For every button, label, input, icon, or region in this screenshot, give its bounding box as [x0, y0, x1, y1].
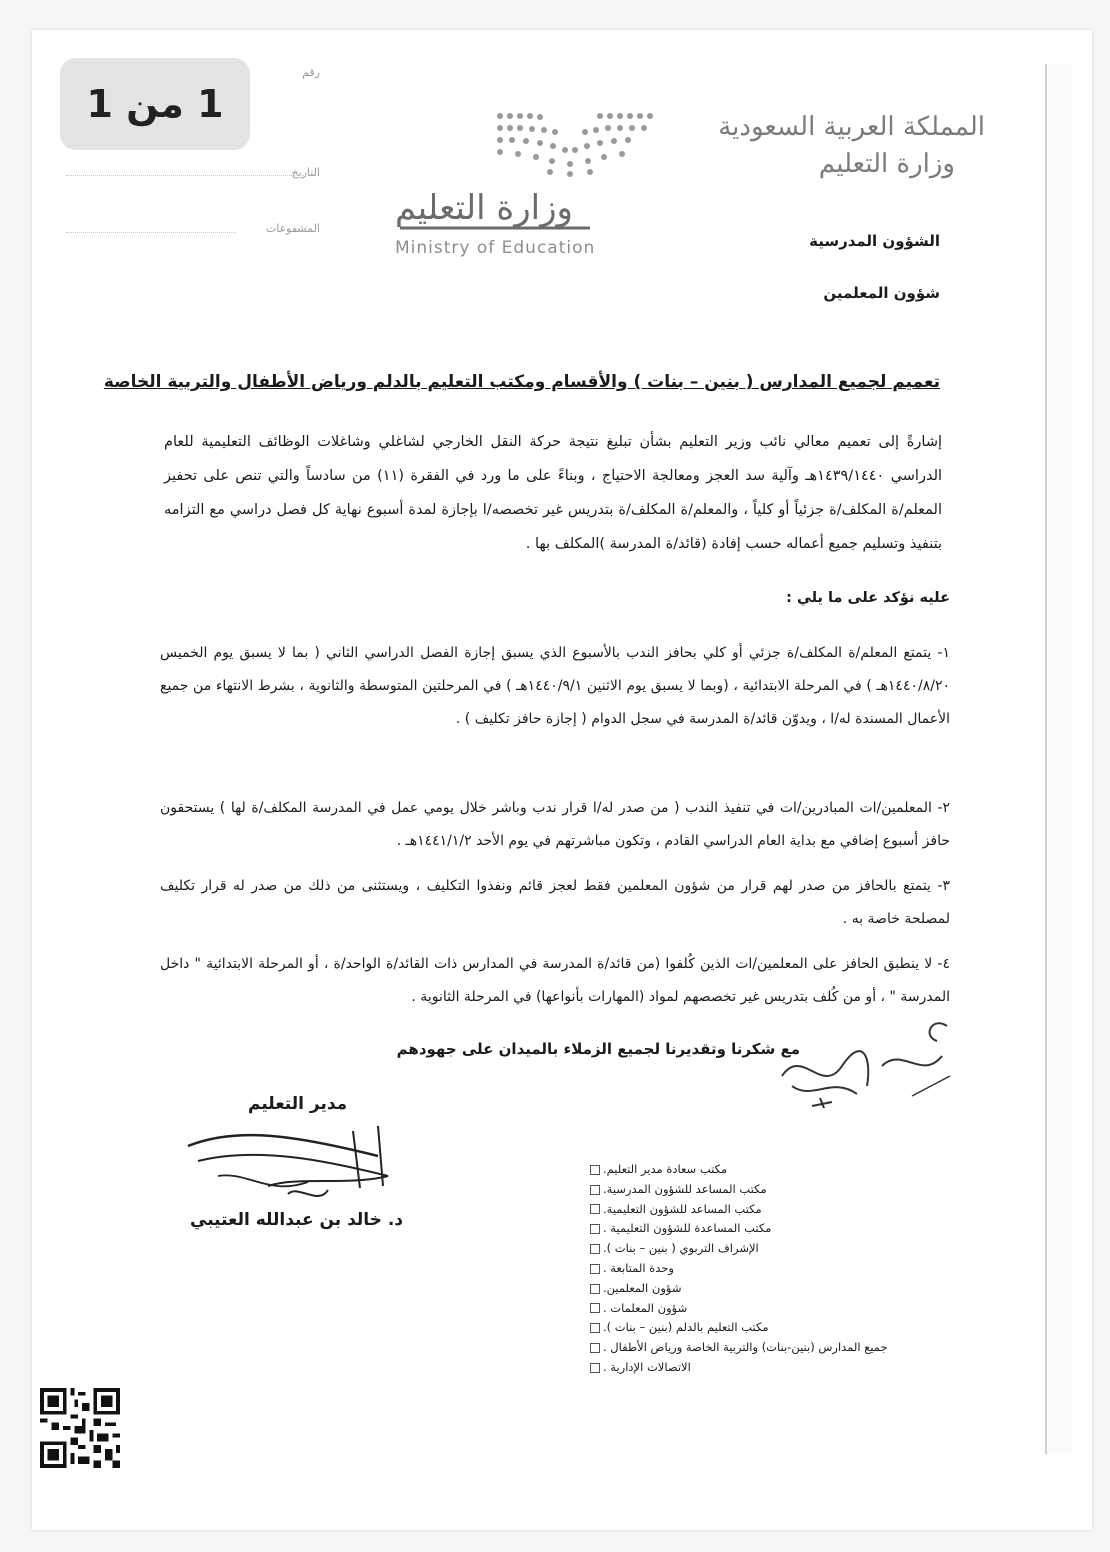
department-name: الشؤون المدرسية	[809, 232, 940, 250]
circular-subject: تعميم لجميع المدارس ( بنين – بنات ) والأقسام ومكتب التعليم بالدلم ورياض الأطفال والتربية الخاصة	[103, 372, 940, 392]
cc-item: الاتصالات الإدارية .	[590, 1358, 950, 1378]
qr-code-icon	[40, 1388, 120, 1468]
director-title: مدير التعليم	[248, 1094, 348, 1114]
ref-date-label: التاريخ	[291, 166, 320, 179]
intro-paragraph: إشارةً إلى تعميم معالي نائب وزير التعليم بشأن تبليغ نتيجة حركة النقل الخارجي لشاغلي وشاغلات الوظائف التعليمية للعام الدراسي ١٤٣٩/١٤٤٠هـ وآلية سد العجز ومعالجة الاحتياج ، وبناءً على ما ورد في الفقرة (١١) من سادساً والتي تنص على تحفيز المعلم/ة المكلف/ة جزئياً أو كلياً ، والمعلم/ة المكلف/ة بتدريس غير تخصصه/ا بإجازة لمدة أسبوع نهاية كل فصل دراسي مع التزامه بتنفيذ وتسليم جميع أعماله حسب إفادة (قائد/ة المدرسة )المكلف بها .	[164, 434, 943, 552]
ref-attachments-label: المشفوعات	[265, 222, 320, 235]
closing-thanks: مع شكرنا وتقديرنا لجميع الزملاء بالميدان على جهودهم	[396, 1040, 800, 1058]
checkbox-icon	[590, 1204, 600, 1214]
logo-arabic-text: وزارة التعليم	[395, 188, 573, 228]
cc-item: مكتب المساعد للشؤون التعليمية.	[590, 1200, 950, 1220]
cc-item: مكتب المساعدة للشؤون التعليمية .	[590, 1219, 950, 1239]
directive-item-3: ٣- يتمتع بالحافز من صدر لهم قرار من شؤون المعلمين فقط لعجز قائم ونفذوا التكليف ، ويستثنى من ذلك من صدر له قرار تكليف لمصلحة خاصة به .	[160, 878, 950, 927]
checkbox-icon	[590, 1284, 600, 1294]
cc-item: شؤون المعلمات .	[590, 1299, 950, 1319]
director-name: د. خالد بن عبدالله العتيبي	[190, 1210, 404, 1230]
cc-list	[590, 1160, 950, 1378]
handwritten-annotation	[772, 1006, 952, 1114]
emphasis-line: عليه نؤكد على ما يلي :	[786, 590, 950, 606]
checkbox-icon	[590, 1185, 600, 1195]
page-edge	[1045, 64, 1073, 1454]
cc-item: وحدة المتابعة .	[590, 1259, 950, 1279]
kingdom-name: المملكة العربية السعودية	[718, 112, 985, 142]
checkbox-icon	[590, 1303, 600, 1313]
director-signature	[178, 1116, 408, 1220]
sub-department-name: شؤون المعلمين	[823, 284, 940, 302]
cc-item: الإشراف التربوي ( بنين – بنات ).	[590, 1239, 950, 1259]
ministry-name: وزارة التعليم	[818, 149, 955, 179]
checkbox-icon	[590, 1244, 600, 1254]
ref-attachments-line	[66, 232, 236, 233]
checkbox-icon	[590, 1264, 600, 1274]
ref-number-label: رقم	[302, 66, 320, 79]
ref-date-line	[66, 175, 306, 176]
page-indicator-badge: 1 من 1	[60, 58, 250, 150]
cc-item: شؤون المعلمين.	[590, 1279, 950, 1299]
checkbox-icon	[590, 1224, 600, 1234]
directive-item-4: ٤- لا ينطبق الحافز على المعلمين/ات الذين كُلفوا (من قائد/ة المدرسة في المدارس ذات القائد/ة الواحد/ة ، أو المرحلة الابتدائية " داخل المدرسة " ، أو من كُلف بتدريس غير تخصصهم لمواد (المهارات بأنواعها) في المرحلة الثانوية .	[160, 956, 950, 1005]
logo-english-text: Ministry of Education	[395, 238, 596, 258]
checkbox-icon	[590, 1165, 600, 1175]
cc-item: مكتب سعادة مدير التعليم.	[590, 1160, 950, 1180]
cc-item: جميع المدارس (بنين-بنات) والتربية الخاصة ورياض الأطفال .	[590, 1338, 950, 1358]
letterhead-kingdom	[718, 110, 985, 184]
directive-item-2: ٢- المعلمين/ات المبادرين/ات في تنفيذ الندب ( من صدر له/ا قرار ندب وباشر خلال يومي عمل في المدرسة المكلف/ة لها ) يستحقون حافز أسبوع إضافي مع بداية العام الدراسي القادم ، وتكون مباشرتهم في يوم الأحد ١٤٤١/١/٢هـ .	[160, 800, 950, 849]
directive-item-1: ١- يتمتع المعلم/ة المكلف/ة جزئي أو كلي بحافز الندب بالأسبوع الذي يسبق إجازة الفصل الدراسي الثاني ( بما لا يسبق يوم الخميس ١٤٤٠/٨/٢٠هـ ) في المرحلة الابتدائية ، (وبما لا يسبق يوم الاثنين ١٤٤٠/٩/١هـ ) في المرحلتين المتوسطة والثانوية ، بشرط الانتهاء من جميع الأعمال المسندة له/ا ، ويدوّن قائد/ة المدرسة في سجل الدوام ( إجازة حافز تكليف ) .	[160, 645, 950, 727]
cc-item: مكتب التعليم بالدلم (بنين – بنات ).	[590, 1318, 950, 1338]
checkbox-icon	[590, 1323, 600, 1333]
checkbox-icon	[590, 1363, 600, 1373]
checkbox-icon	[590, 1343, 600, 1353]
cc-item: مكتب المساعد للشؤون المدرسية.	[590, 1180, 950, 1200]
